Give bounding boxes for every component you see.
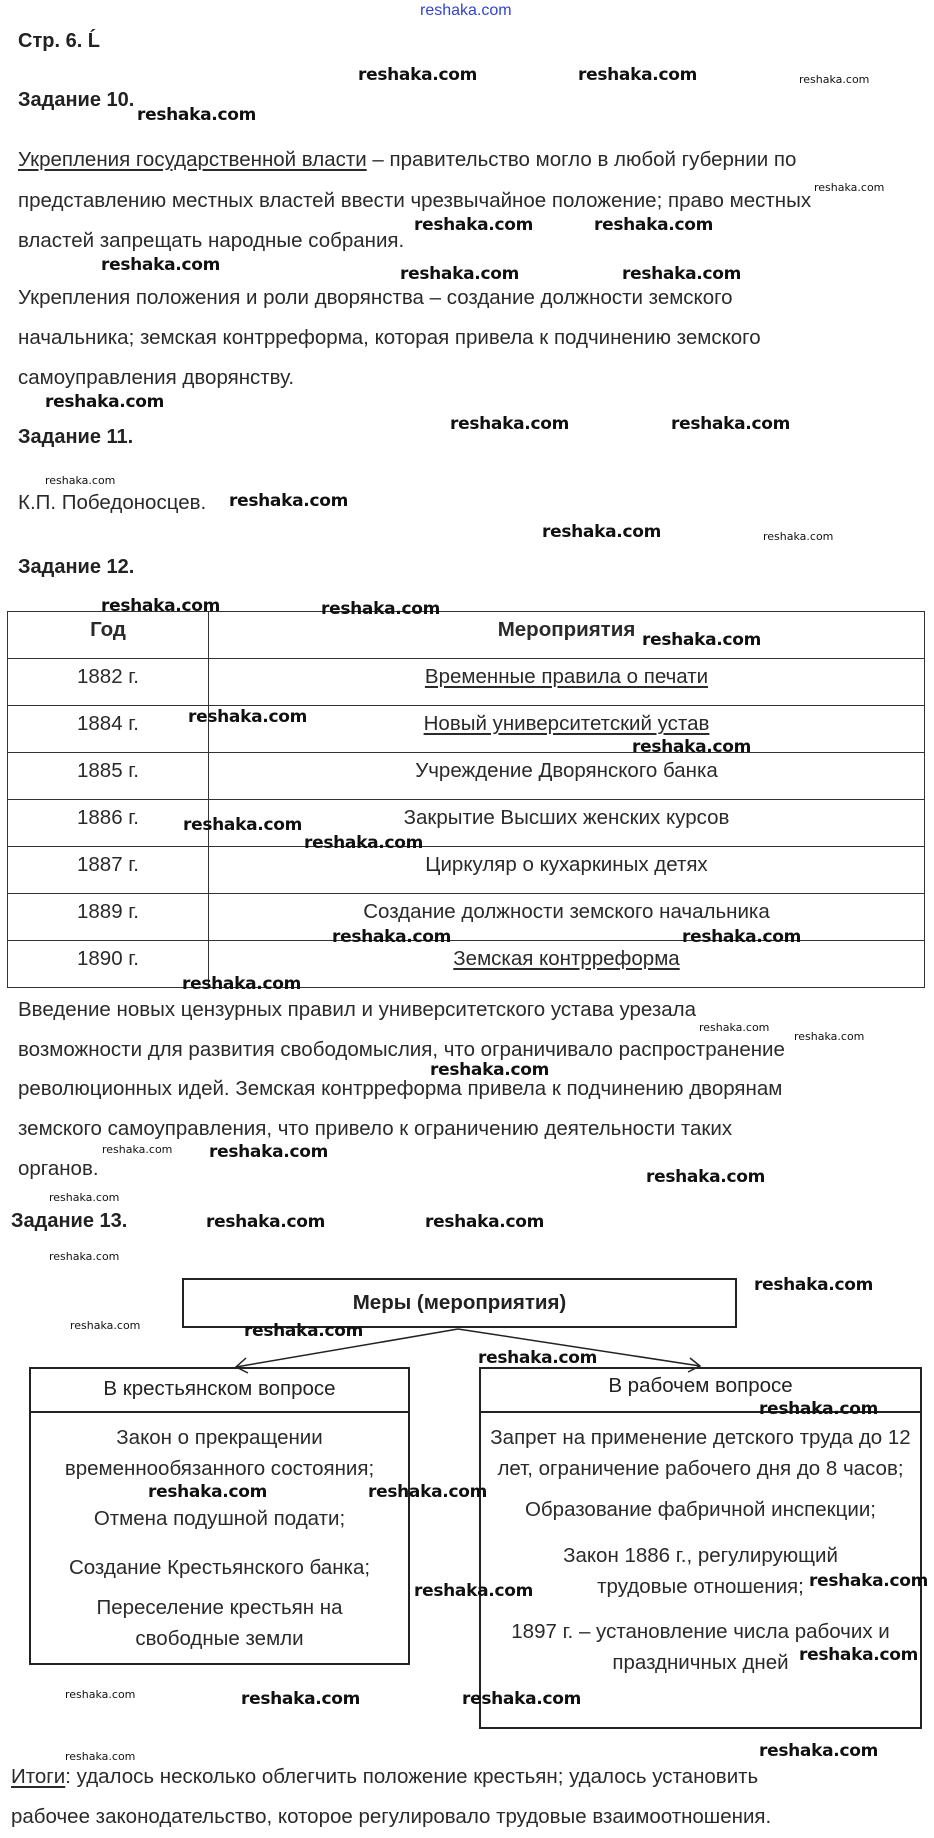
watermark: reshaka.com <box>183 815 303 835</box>
peasant-item: Переселение крестьян на свободные земли <box>96 1596 343 1650</box>
worker-box-title: В рабочем вопросе <box>481 1369 920 1413</box>
event-text: Создание должности земского начальника <box>363 900 770 923</box>
task10-p1-line2: представлению местных властей ввести чрезвычайное положение; право местных <box>18 189 812 212</box>
watermark: reshaka.com <box>102 1143 173 1156</box>
worker-item: 1897 г. – установление числа рабочих и праздничных дней <box>511 1620 890 1674</box>
watermark: reshaka.com <box>763 530 834 543</box>
year-cell: 1885 г. <box>8 753 209 800</box>
task12-conclusion-line: органов. <box>18 1157 99 1180</box>
watermark: reshaka.com <box>358 65 478 85</box>
watermark: reshaka.com <box>49 1191 120 1204</box>
watermark: reshaka.com <box>430 1060 550 1080</box>
watermark: reshaka.com <box>671 414 791 434</box>
peasant-box-title: В крестьянском вопросе <box>31 1369 408 1413</box>
watermark: reshaka.com <box>699 1021 770 1034</box>
task10-title: Задание 10. <box>18 89 135 111</box>
worker-box <box>479 1367 922 1729</box>
task12-conclusion-line: земского самоуправления, что привело к ограничению деятельности таких <box>18 1117 733 1140</box>
watermark: reshaka.com <box>622 264 742 284</box>
task12-conclusion-line: возможности для развития свободомыслия, что ограничивало распространение <box>18 1038 785 1061</box>
task10-term: Укрепления государственной власти <box>18 148 367 171</box>
watermark: reshaka.com <box>137 105 257 125</box>
event-text: Закрытие Высших женских курсов <box>403 806 730 829</box>
watermark: reshaka.com <box>450 414 570 434</box>
watermark: reshaka.com <box>400 264 520 284</box>
watermark: reshaka.com <box>682 927 802 947</box>
peasant-item: Отмена подушной подати; <box>93 1507 346 1530</box>
diagram-root-box: Меры (мероприятия) <box>182 1278 737 1328</box>
watermark: reshaka.com <box>148 1482 268 1502</box>
watermark: reshaka.com <box>594 215 714 235</box>
watermark: reshaka.com <box>229 491 349 511</box>
peasant-item: Закон о прекращении временнообязанного состояния; <box>64 1426 375 1480</box>
watermark: reshaka.com <box>332 927 452 947</box>
summary-line1 <box>11 1765 758 1789</box>
watermark: reshaka.com <box>759 1399 879 1419</box>
watermark: reshaka.com <box>70 1319 141 1332</box>
event-text: Циркуляр о кухаркиных детях <box>425 853 708 876</box>
task10-p2-line3: самоуправления дворянству. <box>18 366 295 389</box>
summary-line2: рабочее законодательство, которое регулировало трудовые взаимоотношения. <box>11 1805 772 1828</box>
watermark: reshaka.com <box>45 474 116 487</box>
worker-item: Закон 1886 г., регулирующий трудовые отношения; <box>563 1544 838 1598</box>
watermark: reshaka.com <box>49 1250 120 1263</box>
watermark: reshaka.com <box>642 630 762 650</box>
watermark: reshaka.com <box>799 1645 919 1665</box>
summary-text: : удалось несколько облегчить положение крестьян; удалось установить <box>65 1765 759 1788</box>
year-cell: 1887 г. <box>8 847 209 894</box>
watermark: reshaka.com <box>754 1275 874 1295</box>
year-cell: 1890 г. <box>8 941 209 988</box>
column-header-year: Год <box>8 612 209 659</box>
peasant-item: Создание Крестьянского банка; <box>68 1556 371 1579</box>
watermark: reshaka.com <box>65 1688 136 1701</box>
watermark: reshaka.com <box>799 73 870 86</box>
event-text: Учреждение Дворянского банка <box>415 759 718 782</box>
task12-title: Задание 12. <box>18 556 135 578</box>
year-cell: 1886 г. <box>8 800 209 847</box>
watermark: reshaka.com <box>646 1167 766 1187</box>
event-text: Земская контрреформа <box>453 947 680 970</box>
year-cell: 1889 г. <box>8 894 209 941</box>
watermark: reshaka.com <box>304 833 424 853</box>
watermark: reshaka.com <box>462 1689 582 1709</box>
watermark: reshaka.com <box>809 1571 929 1591</box>
task10-p1-text: – правительство могло в любой губернии по <box>366 148 797 171</box>
watermark: reshaka.com <box>414 1581 534 1601</box>
worker-item: Образование фабричной инспекции; <box>524 1498 876 1521</box>
watermark: reshaka.com <box>578 65 698 85</box>
task10-p1-line3: властей запрещать народные собрания. <box>18 229 405 252</box>
watermark: reshaka.com <box>209 1142 329 1162</box>
year-cell: 1882 г. <box>8 659 209 706</box>
watermark: reshaka.com <box>241 1689 361 1709</box>
watermark: reshaka.com <box>414 215 534 235</box>
peasant-box <box>29 1367 410 1665</box>
task10-p2-line2: начальника; земская контрреформа, которая привела к подчинению земского <box>18 326 761 349</box>
year-cell: 1884 г. <box>8 706 209 753</box>
watermark: reshaka.com <box>542 522 662 542</box>
watermark: reshaka.com <box>759 1741 879 1761</box>
summary-label: Итоги <box>11 1765 66 1788</box>
watermark-top-link[interactable]: reshaka.com <box>420 2 512 19</box>
column-header-events: Мероприятия <box>209 612 925 659</box>
watermark: reshaka.com <box>101 596 221 616</box>
task12-conclusion-line: революционных идей. Земская контрреформа привела к подчинению дворянам <box>18 1077 783 1100</box>
watermark: reshaka.com <box>794 1030 865 1043</box>
watermark: reshaka.com <box>45 392 165 412</box>
task12-conclusion-line: Введение новых цензурных правил и университетского устава урезала <box>18 998 697 1021</box>
task11-answer: К.П. Победоносцев. <box>18 491 207 514</box>
page-header: Стр. 6. Ĺ <box>18 30 101 52</box>
task11-title: Задание 11. <box>18 426 134 448</box>
task10-p2-line1: Укрепления положения и роли дворянства – создание должности земского <box>18 286 733 309</box>
watermark: reshaka.com <box>632 737 752 757</box>
watermark: reshaka.com <box>425 1212 545 1232</box>
task13-title: Задание 13. <box>11 1210 128 1232</box>
event-text: Новый университетский устав <box>423 712 710 735</box>
watermark: reshaka.com <box>101 255 221 275</box>
watermark: reshaka.com <box>188 707 308 727</box>
watermark: reshaka.com <box>478 1348 598 1368</box>
watermark: reshaka.com <box>206 1212 326 1232</box>
watermark: reshaka.com <box>321 599 441 619</box>
watermark: reshaka.com <box>244 1321 364 1341</box>
watermark: reshaka.com <box>65 1750 136 1763</box>
worker-item: Запрет на применение детского труда до 12 лет, ограничение рабочего дня до 8 часов; <box>490 1426 911 1480</box>
watermark: reshaka.com <box>182 974 302 994</box>
watermark: reshaka.com <box>814 181 885 194</box>
watermark: reshaka.com <box>368 1482 488 1502</box>
event-text: Временные правила о печати <box>424 665 709 688</box>
